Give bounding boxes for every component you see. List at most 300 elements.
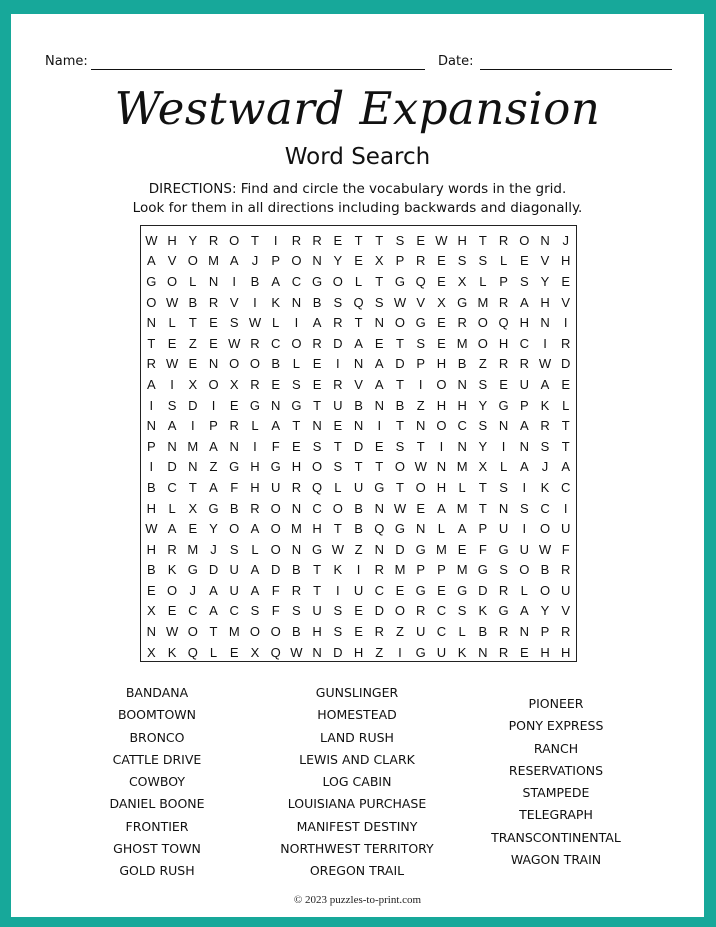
grid-letter[interactable]: M xyxy=(456,500,468,516)
grid-letter[interactable]: I xyxy=(149,397,154,413)
grid-letter[interactable]: A xyxy=(519,294,529,310)
grid-letter[interactable]: M xyxy=(456,335,468,351)
grid-letter[interactable]: H xyxy=(436,397,447,413)
grid-letter[interactable]: T xyxy=(396,418,404,434)
grid-letter[interactable]: S xyxy=(292,603,301,619)
grid-letter[interactable]: N xyxy=(291,500,302,516)
grid-letter[interactable]: C xyxy=(374,582,384,598)
grid-letter[interactable]: K xyxy=(167,644,177,660)
grid-letter[interactable]: E xyxy=(457,541,467,557)
grid-letter[interactable]: R xyxy=(250,335,260,351)
grid-letter[interactable]: O xyxy=(208,376,219,392)
grid-letter[interactable]: D xyxy=(188,397,198,413)
grid-letter[interactable]: A xyxy=(312,315,322,331)
grid-letter[interactable]: C xyxy=(270,335,281,351)
grid-letter[interactable]: E xyxy=(229,644,239,660)
grid-letter[interactable]: P xyxy=(437,562,446,578)
grid-letter[interactable]: R xyxy=(291,582,302,598)
grid-letter[interactable]: B xyxy=(354,521,363,537)
grid-letter[interactable]: D xyxy=(374,603,384,619)
grid-letter[interactable]: G xyxy=(394,273,406,289)
grid-letter[interactable]: J xyxy=(251,253,259,269)
grid-letter[interactable]: O xyxy=(477,335,488,351)
grid-letter[interactable]: E xyxy=(437,253,446,269)
grid-letter[interactable]: H xyxy=(540,294,550,310)
grid-letter[interactable]: C xyxy=(188,603,198,619)
grid-letter[interactable]: N xyxy=(146,418,157,434)
grid-letter[interactable]: Q xyxy=(353,294,364,310)
grid-letter[interactable]: N xyxy=(312,418,322,434)
grid-letter[interactable]: T xyxy=(188,479,197,495)
grid-letter[interactable]: S xyxy=(333,603,343,619)
grid-letter[interactable]: B xyxy=(395,397,405,413)
grid-letter[interactable]: H xyxy=(312,521,322,537)
grid-letter[interactable]: R xyxy=(498,294,509,310)
grid-letter[interactable]: T xyxy=(313,562,322,578)
grid-letter[interactable]: K xyxy=(540,479,550,495)
grid-letter[interactable]: L xyxy=(479,273,487,289)
grid-letter[interactable]: M xyxy=(187,438,199,454)
grid-letter[interactable]: U xyxy=(270,479,281,495)
grid-letter[interactable]: S xyxy=(395,232,405,248)
grid-letter[interactable]: O xyxy=(167,582,178,598)
grid-letter[interactable]: X xyxy=(478,459,488,475)
grid-letter[interactable]: S xyxy=(457,603,467,619)
grid-letter[interactable]: K xyxy=(478,603,488,619)
grid-letter[interactable]: P xyxy=(416,562,426,578)
grid-letter[interactable]: Q xyxy=(374,521,385,537)
grid-letter[interactable]: M xyxy=(456,562,468,578)
grid-letter[interactable]: U xyxy=(498,521,509,537)
grid-letter[interactable]: O xyxy=(291,335,302,351)
grid-letter[interactable]: X xyxy=(374,253,384,269)
grid-letter[interactable]: R xyxy=(250,376,260,392)
grid-letter[interactable]: N xyxy=(416,418,426,434)
grid-letter[interactable]: R xyxy=(561,624,571,640)
grid-letter[interactable]: T xyxy=(188,315,197,331)
grid-letter[interactable]: T xyxy=(478,232,487,248)
grid-letter[interactable]: R xyxy=(312,335,322,351)
grid-letter[interactable]: C xyxy=(229,603,239,619)
grid-letter[interactable]: E xyxy=(354,624,363,640)
grid-letter[interactable]: N xyxy=(457,376,467,392)
grid-letter[interactable]: H xyxy=(498,335,509,351)
grid-letter[interactable]: V xyxy=(561,603,571,619)
grid-letter[interactable]: I xyxy=(273,232,278,248)
grid-letter[interactable]: A xyxy=(374,356,384,372)
grid-letter[interactable]: F xyxy=(561,541,570,557)
grid-letter[interactable]: O xyxy=(229,521,240,537)
grid-letter[interactable]: R xyxy=(146,356,157,372)
grid-letter[interactable]: S xyxy=(333,459,343,475)
grid-letter[interactable]: W xyxy=(393,500,407,516)
grid-letter[interactable]: A xyxy=(271,418,280,434)
grid-letter[interactable]: W xyxy=(538,356,552,372)
grid-letter[interactable]: G xyxy=(312,273,323,289)
grid-letter[interactable]: R xyxy=(167,541,177,557)
grid-letter[interactable]: T xyxy=(396,335,404,351)
grid-letter[interactable]: U xyxy=(519,376,529,392)
grid-letter[interactable]: V xyxy=(540,253,550,269)
grid-letter[interactable]: O xyxy=(519,562,530,578)
grid-letter[interactable]: A xyxy=(540,376,550,392)
grid-letter[interactable]: N xyxy=(208,356,219,372)
grid-letter[interactable]: X xyxy=(250,644,260,660)
grid-letter[interactable]: R xyxy=(208,294,219,310)
grid-letter[interactable]: G xyxy=(457,582,468,598)
grid-letter[interactable]: O xyxy=(332,500,343,516)
grid-letter[interactable]: U xyxy=(416,624,426,640)
grid-letter[interactable]: T xyxy=(478,479,487,495)
grid-letter[interactable]: N xyxy=(498,418,509,434)
grid-letter[interactable]: I xyxy=(232,273,237,289)
grid-letter[interactable]: D xyxy=(395,356,405,372)
grid-letter[interactable]: O xyxy=(270,500,281,516)
grid-letter[interactable]: K xyxy=(540,397,550,413)
grid-letter[interactable]: P xyxy=(271,253,280,269)
grid-letter[interactable]: X xyxy=(229,376,239,392)
grid-letter[interactable]: O xyxy=(539,582,551,598)
grid-letter[interactable]: O xyxy=(415,479,426,495)
grid-letter[interactable]: D xyxy=(270,562,281,578)
grid-letter[interactable]: A xyxy=(271,273,280,289)
grid-letter[interactable]: E xyxy=(519,644,529,660)
grid-letter[interactable]: R xyxy=(374,624,384,640)
grid-letter[interactable]: H xyxy=(540,644,550,660)
grid-letter[interactable]: I xyxy=(294,315,299,331)
grid-letter[interactable]: Y xyxy=(333,253,343,269)
grid-letter[interactable]: V xyxy=(561,294,571,310)
grid-letter[interactable]: R xyxy=(250,500,260,516)
grid-letter[interactable]: E xyxy=(271,376,280,392)
grid-letter[interactable]: U xyxy=(312,603,322,619)
grid-letter[interactable]: S xyxy=(499,479,508,495)
grid-letter[interactable]: W xyxy=(248,315,262,331)
grid-letter[interactable]: T xyxy=(354,232,363,248)
grid-letter[interactable]: B xyxy=(292,624,301,640)
grid-letter[interactable]: R xyxy=(312,232,322,248)
grid-letter[interactable]: E xyxy=(209,335,218,351)
grid-letter[interactable]: J xyxy=(210,541,217,557)
grid-letter[interactable]: H xyxy=(291,459,302,475)
grid-letter[interactable]: T xyxy=(354,315,363,331)
grid-letter[interactable]: P xyxy=(147,438,156,454)
grid-letter[interactable]: B xyxy=(478,624,488,640)
grid-letter[interactable]: O xyxy=(270,624,281,640)
grid-letter[interactable]: E xyxy=(188,521,198,537)
grid-letter[interactable]: O xyxy=(187,253,198,269)
grid-letter[interactable]: H xyxy=(250,479,260,495)
grid-letter[interactable]: G xyxy=(312,541,323,557)
grid-letter[interactable]: B xyxy=(229,500,239,516)
grid-letter[interactable]: P xyxy=(540,624,550,640)
grid-letter[interactable]: W xyxy=(165,294,179,310)
grid-letter[interactable]: H xyxy=(457,397,467,413)
grid-letter[interactable]: N xyxy=(312,644,322,660)
grid-letter[interactable]: A xyxy=(147,253,156,269)
grid-letter[interactable]: F xyxy=(271,603,280,619)
grid-letter[interactable]: P xyxy=(519,397,529,413)
grid-letter[interactable]: G xyxy=(415,315,426,331)
grid-letter[interactable]: S xyxy=(478,376,488,392)
grid-letter[interactable]: I xyxy=(170,376,174,392)
grid-letter[interactable]: X xyxy=(188,376,198,392)
grid-letter[interactable]: T xyxy=(313,582,322,598)
grid-letter[interactable]: G xyxy=(249,397,261,413)
grid-letter[interactable]: A xyxy=(374,376,384,392)
grid-letter[interactable]: H xyxy=(519,315,529,331)
grid-letter[interactable]: H xyxy=(353,644,364,660)
grid-letter[interactable]: U xyxy=(333,397,343,413)
grid-letter[interactable]: Q xyxy=(270,644,281,660)
grid-letter[interactable]: N xyxy=(229,438,239,454)
grid-letter[interactable]: N xyxy=(291,294,302,310)
grid-letter[interactable]: Z xyxy=(478,356,487,372)
grid-letter[interactable]: U xyxy=(229,582,239,598)
grid-letter[interactable]: V xyxy=(229,294,239,310)
grid-letter[interactable]: G xyxy=(477,562,488,578)
grid-letter[interactable]: L xyxy=(499,459,508,475)
grid-letter[interactable]: S xyxy=(478,418,488,434)
grid-letter[interactable]: O xyxy=(167,273,178,289)
grid-letter[interactable]: P xyxy=(395,253,405,269)
grid-letter[interactable]: O xyxy=(249,356,261,372)
grid-letter[interactable]: S xyxy=(457,253,467,269)
grid-letter[interactable]: N xyxy=(519,624,529,640)
grid-letter[interactable]: W xyxy=(414,459,427,475)
grid-letter[interactable]: F xyxy=(230,479,239,495)
grid-letter[interactable]: T xyxy=(250,232,259,248)
grid-letter[interactable]: L xyxy=(334,479,342,495)
grid-letter[interactable]: R xyxy=(498,624,509,640)
grid-letter[interactable]: R xyxy=(498,644,509,660)
grid-letter[interactable]: D xyxy=(208,562,219,578)
grid-letter[interactable]: T xyxy=(416,438,425,454)
grid-letter[interactable]: E xyxy=(354,603,363,619)
grid-letter[interactable]: T xyxy=(396,376,404,392)
grid-letter[interactable]: E xyxy=(395,582,405,598)
grid-letter[interactable]: Q xyxy=(312,479,323,495)
grid-letter[interactable]: N xyxy=(353,356,364,372)
grid-letter[interactable]: W xyxy=(538,541,552,557)
grid-letter[interactable]: E xyxy=(561,273,571,289)
grid-letter[interactable]: L xyxy=(168,500,176,516)
grid-letter[interactable]: E xyxy=(437,335,446,351)
grid-letter[interactable]: R xyxy=(229,418,239,434)
grid-letter[interactable]: R xyxy=(498,232,509,248)
grid-letter[interactable]: C xyxy=(291,273,302,289)
grid-letter[interactable]: G xyxy=(498,541,509,557)
grid-letter[interactable]: A xyxy=(354,335,363,351)
grid-letter[interactable]: Q xyxy=(415,273,426,289)
grid-letter[interactable]: X xyxy=(147,644,156,660)
grid-letter[interactable]: R xyxy=(333,315,343,331)
grid-letter[interactable]: L xyxy=(437,521,446,537)
grid-letter[interactable]: O xyxy=(477,315,488,331)
grid-letter[interactable]: O xyxy=(519,232,530,248)
grid-letter[interactable]: H xyxy=(561,644,571,660)
grid-letter[interactable]: A xyxy=(229,253,239,269)
grid-letter[interactable]: D xyxy=(478,582,488,598)
grid-letter[interactable]: E xyxy=(312,376,322,392)
grid-letter[interactable]: E xyxy=(561,376,571,392)
grid-letter[interactable]: T xyxy=(292,418,301,434)
grid-letter[interactable]: B xyxy=(354,500,363,516)
grid-letter[interactable]: H xyxy=(146,541,157,557)
grid-letter[interactable]: A xyxy=(167,418,177,434)
grid-letter[interactable]: M xyxy=(228,624,240,640)
grid-letter[interactable]: P xyxy=(209,418,218,434)
grid-letter[interactable]: G xyxy=(208,500,219,516)
grid-letter[interactable]: W xyxy=(393,294,407,310)
grid-letter[interactable]: A xyxy=(209,438,218,454)
grid-letter[interactable]: A xyxy=(209,603,218,619)
grid-letter[interactable]: S xyxy=(416,335,426,351)
grid-letter[interactable]: S xyxy=(229,315,239,331)
grid-letter[interactable]: I xyxy=(522,521,527,537)
grid-letter[interactable]: M xyxy=(394,562,406,578)
grid-letter[interactable]: E xyxy=(147,582,156,598)
grid-letter[interactable]: A xyxy=(437,500,446,516)
grid-letter[interactable]: V xyxy=(354,376,363,392)
grid-letter[interactable]: G xyxy=(498,397,509,413)
grid-letter[interactable]: N xyxy=(374,397,384,413)
grid-letter[interactable]: X xyxy=(147,603,156,619)
grid-letter[interactable]: N xyxy=(146,624,157,640)
grid-letter[interactable]: T xyxy=(396,479,404,495)
grid-letter[interactable]: D xyxy=(561,356,571,372)
grid-letter[interactable]: L xyxy=(458,624,466,640)
grid-letter[interactable]: T xyxy=(209,624,218,640)
grid-letter[interactable]: N xyxy=(374,500,384,516)
grid-letter[interactable]: S xyxy=(478,253,488,269)
grid-letter[interactable]: F xyxy=(478,541,487,557)
grid-letter[interactable]: S xyxy=(167,397,177,413)
grid-letter[interactable]: N xyxy=(498,500,509,516)
grid-letter[interactable]: M xyxy=(456,459,468,475)
grid-letter[interactable]: U xyxy=(561,521,571,537)
grid-letter[interactable]: A xyxy=(519,459,529,475)
grid-letter[interactable]: O xyxy=(270,521,281,537)
grid-letter[interactable]: W xyxy=(165,624,179,640)
grid-letter[interactable]: E xyxy=(167,335,177,351)
grid-letter[interactable]: G xyxy=(457,294,468,310)
grid-letter[interactable]: L xyxy=(189,273,197,289)
grid-letter[interactable]: O xyxy=(312,459,323,475)
grid-letter[interactable]: L xyxy=(292,356,300,372)
grid-letter[interactable]: H xyxy=(167,232,177,248)
grid-letter[interactable]: H xyxy=(561,253,571,269)
grid-letter[interactable]: V xyxy=(416,294,426,310)
grid-letter[interactable]: D xyxy=(333,335,343,351)
grid-letter[interactable]: L xyxy=(520,582,528,598)
grid-letter[interactable]: Y xyxy=(209,521,218,537)
grid-letter[interactable]: B xyxy=(271,356,280,372)
word-search-grid[interactable] xyxy=(140,225,577,662)
grid-letter[interactable]: G xyxy=(415,541,426,557)
grid-letter[interactable]: N xyxy=(457,438,467,454)
grid-letter[interactable]: X xyxy=(437,294,446,310)
grid-letter[interactable]: S xyxy=(312,438,322,454)
grid-letter[interactable]: H xyxy=(312,624,322,640)
grid-letter[interactable]: Y xyxy=(478,438,488,454)
grid-letter[interactable]: O xyxy=(394,603,406,619)
grid-letter[interactable]: G xyxy=(394,521,406,537)
grid-letter[interactable]: A xyxy=(519,603,529,619)
grid-letter[interactable]: O xyxy=(270,541,281,557)
grid-letter[interactable]: X xyxy=(188,500,198,516)
grid-letter[interactable]: T xyxy=(375,273,384,289)
grid-letter[interactable]: A xyxy=(457,521,467,537)
grid-letter[interactable]: T xyxy=(147,335,156,351)
grid-letter[interactable]: Z xyxy=(188,335,197,351)
grid-letter[interactable]: B xyxy=(457,356,467,372)
grid-letter[interactable]: B xyxy=(540,562,550,578)
grid-letter[interactable]: E xyxy=(229,397,239,413)
grid-letter[interactable]: Q xyxy=(498,315,509,331)
grid-letter[interactable]: G xyxy=(415,644,426,660)
grid-letter[interactable]: C xyxy=(519,335,529,351)
grid-letter[interactable]: O xyxy=(187,624,198,640)
grid-letter[interactable]: L xyxy=(458,479,466,495)
date-field[interactable] xyxy=(480,69,672,70)
grid-letter[interactable]: W xyxy=(331,541,344,557)
grid-letter[interactable]: H xyxy=(457,232,467,248)
grid-letter[interactable]: E xyxy=(188,356,198,372)
grid-letter[interactable]: O xyxy=(436,376,447,392)
grid-letter[interactable]: C xyxy=(436,603,447,619)
grid-letter[interactable]: J xyxy=(541,459,549,475)
grid-letter[interactable]: Z xyxy=(396,624,404,640)
grid-letter[interactable]: O xyxy=(394,459,406,475)
grid-letter[interactable]: O xyxy=(229,232,240,248)
grid-letter[interactable]: B xyxy=(188,294,198,310)
grid-letter[interactable]: N xyxy=(291,541,302,557)
grid-letter[interactable]: A xyxy=(519,418,529,434)
grid-letter[interactable]: Z xyxy=(354,541,363,557)
grid-letter[interactable]: U xyxy=(353,479,364,495)
grid-letter[interactable]: N xyxy=(416,521,426,537)
grid-letter[interactable]: P xyxy=(499,273,508,289)
grid-letter[interactable]: T xyxy=(333,521,342,537)
grid-letter[interactable]: N xyxy=(270,397,281,413)
grid-letter[interactable]: K xyxy=(167,562,177,578)
grid-letter[interactable]: B xyxy=(292,562,301,578)
grid-letter[interactable]: Z xyxy=(416,397,425,413)
grid-letter[interactable]: H xyxy=(250,459,260,475)
grid-letter[interactable]: R xyxy=(498,582,509,598)
grid-letter[interactable]: R xyxy=(416,253,426,269)
grid-letter[interactable]: S xyxy=(540,438,550,454)
grid-letter[interactable]: B xyxy=(250,273,260,289)
grid-letter[interactable]: D xyxy=(333,644,343,660)
grid-letter[interactable]: T xyxy=(478,500,487,516)
grid-letter[interactable]: R xyxy=(457,315,467,331)
grid-letter[interactable]: Z xyxy=(375,644,384,660)
grid-letter[interactable]: L xyxy=(251,541,259,557)
grid-letter[interactable]: G xyxy=(415,582,426,598)
grid-letter[interactable]: G xyxy=(146,273,157,289)
grid-letter[interactable]: T xyxy=(333,438,342,454)
grid-letter[interactable]: G xyxy=(229,459,240,475)
grid-letter[interactable]: R xyxy=(291,479,302,495)
grid-letter[interactable]: T xyxy=(561,438,570,454)
grid-letter[interactable]: E xyxy=(167,603,177,619)
grid-letter[interactable]: R xyxy=(374,562,384,578)
grid-letter[interactable]: N xyxy=(146,315,157,331)
grid-letter[interactable]: K xyxy=(333,562,343,578)
grid-letter[interactable]: L xyxy=(272,315,280,331)
